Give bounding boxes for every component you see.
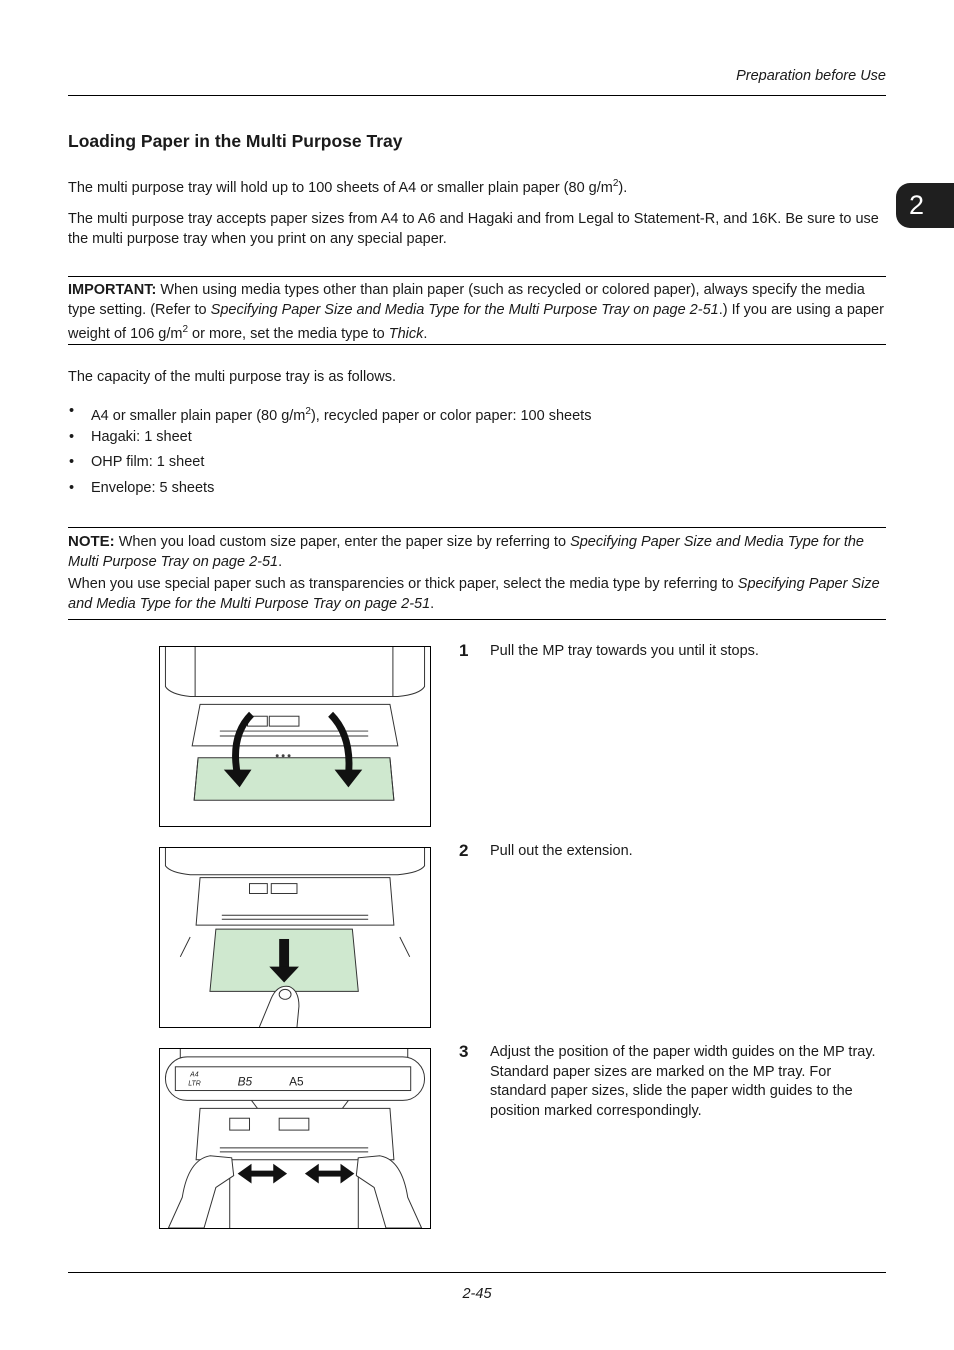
capacity-intro: The capacity of the multi purpose tray is as follows. (68, 369, 397, 385)
capacity-list (68, 402, 886, 505)
printer-extension-pull-icon (160, 848, 430, 1027)
label-ltr: LTR (188, 1080, 201, 1088)
list-item: • OHP film: 1 sheet (68, 453, 886, 479)
intro-paragraph-2: The multi purpose tray accepts paper sizes from A4 to A6 and Hagaki and from Legal to Statement-R, and 16K. Be sure to use the multi purpose tray when you print on any special paper. (68, 211, 879, 247)
intro-paragraph-1: The multi purpose tray will hold up to 100 sheets of A4 or smaller plain paper (80 $g/m^2$). (68, 178, 628, 196)
printer-mp-tray-open-icon (160, 647, 430, 826)
step-text: Adjust the position of the paper width guides on the MP tray. Standard paper sizes are marked on the MP tray. For standard paper sizes, slide the paper width guides to the position marked correspondingly. (490, 1044, 876, 1119)
figure-step-1-illustration (159, 646, 431, 827)
note-label: NOTE: (68, 533, 115, 550)
note-reference: Specifying Paper Size and Media Type for the Multi Purpose Tray on page 2-51 (68, 534, 864, 570)
figure-step-2-illustration (159, 847, 431, 1028)
chapter-tab: 2 (896, 183, 954, 228)
header-rule (68, 95, 886, 96)
step-number: 3 (459, 1042, 469, 1061)
note-paragraph-2: When you use special paper such as transparencies or thick paper, select the media type by referring to Specifying Paper Size and Media Type for the Multi Purpose Tray on page 2-51. (68, 576, 880, 612)
running-header: Preparation before Use (736, 68, 886, 84)
list-item: • Envelope: 5 sheets (68, 479, 886, 505)
step-text: Pull out the extension. (490, 843, 633, 859)
step-number: 1 (459, 641, 469, 660)
label-a5: A5 (289, 1074, 304, 1089)
step-text: Pull the MP tray towards you until it stops. (490, 643, 759, 659)
label-b5: B5 (237, 1074, 253, 1089)
page-number: 2-45 (462, 1286, 492, 1302)
note-top-rule (68, 527, 886, 528)
step-number: 2 (459, 841, 469, 860)
figure-step-3-illustration (159, 1048, 431, 1229)
important-bottom-rule (68, 344, 886, 345)
footer-rule (68, 1272, 886, 1273)
important-top-rule (68, 276, 886, 277)
important-notice: IMPORTANT: When using media types other than plain paper (such as recycled or colored paper), always specify the media type setting. (Refer to Specifying Paper Size and Media Type for the Multi Purpose Tray on page 2-51.) If you are using a paper weight of 106 $g/m^2$ or more, set the media type to Thick. (68, 282, 884, 342)
list-item: • Hagaki: 1 sheet (68, 428, 886, 454)
list-item: • A4 or smaller plain paper (80 $g/m^2$), recycled paper or color paper: 100 sheets (68, 402, 886, 428)
note-bottom-rule (68, 619, 886, 620)
label-a4: A4 (190, 1071, 199, 1079)
paper-width-guides-icon (160, 1049, 430, 1228)
note-paragraph-1: NOTE: When you load custom size paper, enter the paper size by referring to Specifying Paper Size and Media Type for the Multi Purpose Tray on page 2-51. (68, 533, 864, 570)
section-title: Loading Paper in the Multi Purpose Tray (68, 131, 403, 151)
note-reference: Specifying Paper Size and Media Type for the Multi Purpose Tray on page 2-51 (68, 576, 880, 612)
important-label: IMPORTANT: (68, 282, 157, 298)
important-reference: Specifying Paper Size and Media Type for the Multi Purpose Tray on page 2-51 (210, 301, 719, 318)
